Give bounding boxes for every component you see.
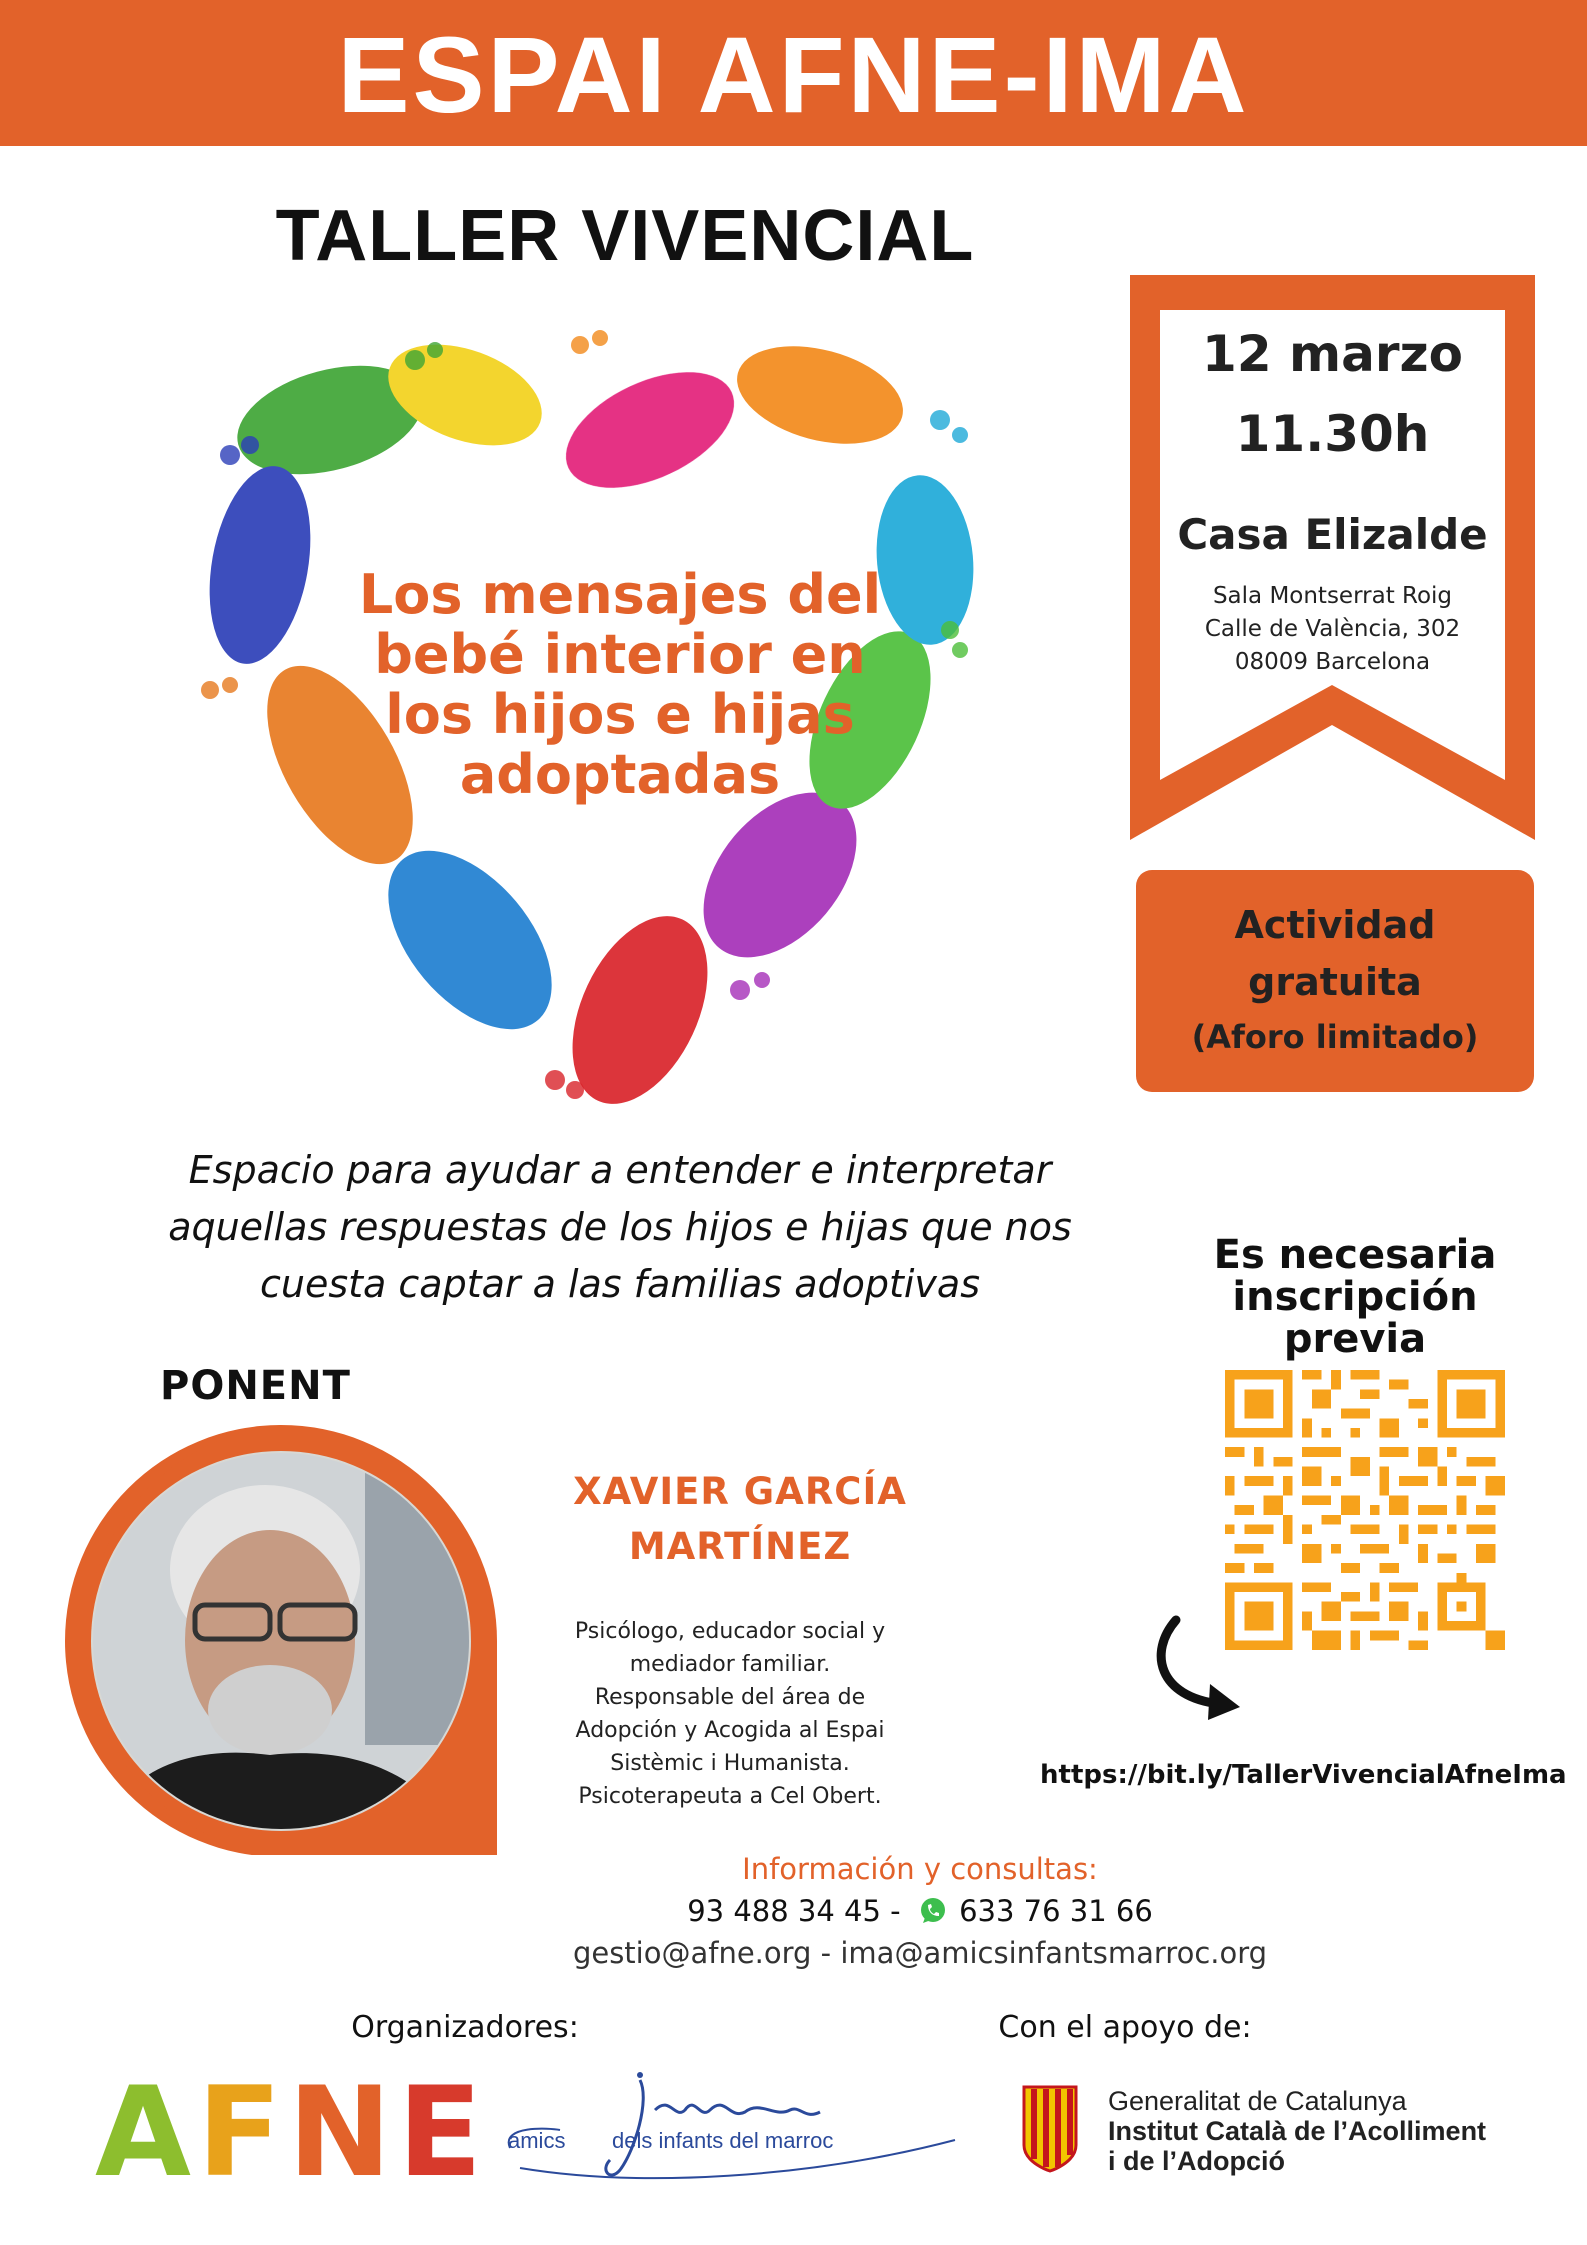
institute-name-line: Institut Català de l’Acolliment bbox=[1108, 2116, 1487, 2146]
generalitat-emblem bbox=[1022, 2085, 1078, 2173]
speaker-bio-line: Sistèmic i Humanista. bbox=[610, 1751, 850, 1776]
free-activity-line: Actividad bbox=[1234, 903, 1436, 947]
venue-address-line: Sala Montserrat Roig bbox=[1212, 583, 1453, 609]
speaker-label: PONENT bbox=[160, 1363, 351, 1409]
free-activity-line: gratuita bbox=[1248, 960, 1422, 1004]
venue-address-line: 08009 Barcelona bbox=[1234, 649, 1431, 675]
contact-title: Información y consultas: bbox=[742, 1852, 1098, 1886]
contact-emails[interactable]: gestio@afne.org - ima@amicsinfantsmarroc.org bbox=[572, 1936, 1268, 1970]
workshop-title-line: bebé interior en bbox=[374, 623, 866, 686]
speaker-photo bbox=[65, 1425, 497, 1855]
capacity-note: (Aforo limitado) bbox=[1191, 1018, 1479, 1056]
afne-letter: A bbox=[95, 2061, 197, 2205]
signup-line: Es necesaria bbox=[1213, 1232, 1497, 1278]
workshop-title bbox=[330, 565, 910, 805]
curved-arrow-icon bbox=[1148, 1612, 1248, 1727]
workshop-title-line: Los mensajes del bbox=[358, 563, 882, 626]
qr-code[interactable] bbox=[1225, 1370, 1505, 1650]
signup-line: previa bbox=[1283, 1316, 1427, 1362]
speaker-name-line: MARTÍNEZ bbox=[628, 1525, 852, 1568]
venue-name: Casa Elizalde bbox=[1177, 510, 1488, 559]
afne-letter: E bbox=[397, 2061, 489, 2205]
workshop-type: TALLER VIVENCIAL bbox=[275, 196, 975, 276]
whatsapp-number[interactable]: 633 76 31 66 bbox=[959, 1894, 1153, 1928]
afne-letter: N bbox=[287, 2061, 398, 2205]
speaker-bio-line: Psicoterapeuta a Cel Obert. bbox=[578, 1784, 882, 1809]
institute-name-line: i de l’Adopció bbox=[1108, 2146, 1286, 2176]
signup-line: inscripción bbox=[1232, 1274, 1478, 1320]
whatsapp-icon bbox=[918, 1896, 948, 1926]
description-line: cuesta captar a las familias adoptivas bbox=[259, 1262, 980, 1306]
support-label: Con el apoyo de: bbox=[998, 2010, 1252, 2045]
speaker-name-line: XAVIER GARCÍA bbox=[573, 1470, 907, 1513]
description-line: Espacio para ayudar a entender e interpretar bbox=[188, 1148, 1052, 1192]
banner-title: ESPAI AFNE-IMA bbox=[337, 14, 1250, 135]
event-time: 11.30h bbox=[1235, 405, 1430, 463]
signup-url-link[interactable]: https://bit.ly/TallerVivencialAfneIma bbox=[1040, 1760, 1567, 1790]
ima-logo-amics: amics bbox=[508, 2128, 566, 2153]
venue-address-line: Calle de València, 302 bbox=[1204, 616, 1461, 642]
speaker-bio-line: Responsable del área de bbox=[594, 1685, 866, 1710]
speaker-bio-line: mediador familiar. bbox=[629, 1652, 831, 1677]
workshop-title-line: los hijos e hijas bbox=[385, 683, 855, 746]
ima-logo-text: dels infants del marroc bbox=[612, 2128, 834, 2153]
workshop-title-line: adoptadas bbox=[459, 743, 781, 806]
organizers-label: Organizadores: bbox=[351, 2010, 579, 2045]
speaker-bio-line: Psicólogo, educador social y bbox=[574, 1619, 886, 1644]
afne-letter: F bbox=[196, 2061, 288, 2205]
phone-number[interactable]: 93 488 34 45 - bbox=[687, 1894, 901, 1928]
description-line: aquellas respuestas de los hijos e hijas que nos bbox=[168, 1205, 1072, 1249]
speaker-bio bbox=[540, 1615, 920, 1813]
event-date: 12 marzo bbox=[1202, 325, 1463, 383]
contact-phones bbox=[600, 1894, 1240, 1928]
generalitat-name: Generalitat de Catalunya bbox=[1108, 2086, 1407, 2116]
afne-logo bbox=[95, 2061, 489, 2205]
speaker-bio-line: Adopción y Acogida al Espai bbox=[575, 1718, 885, 1743]
